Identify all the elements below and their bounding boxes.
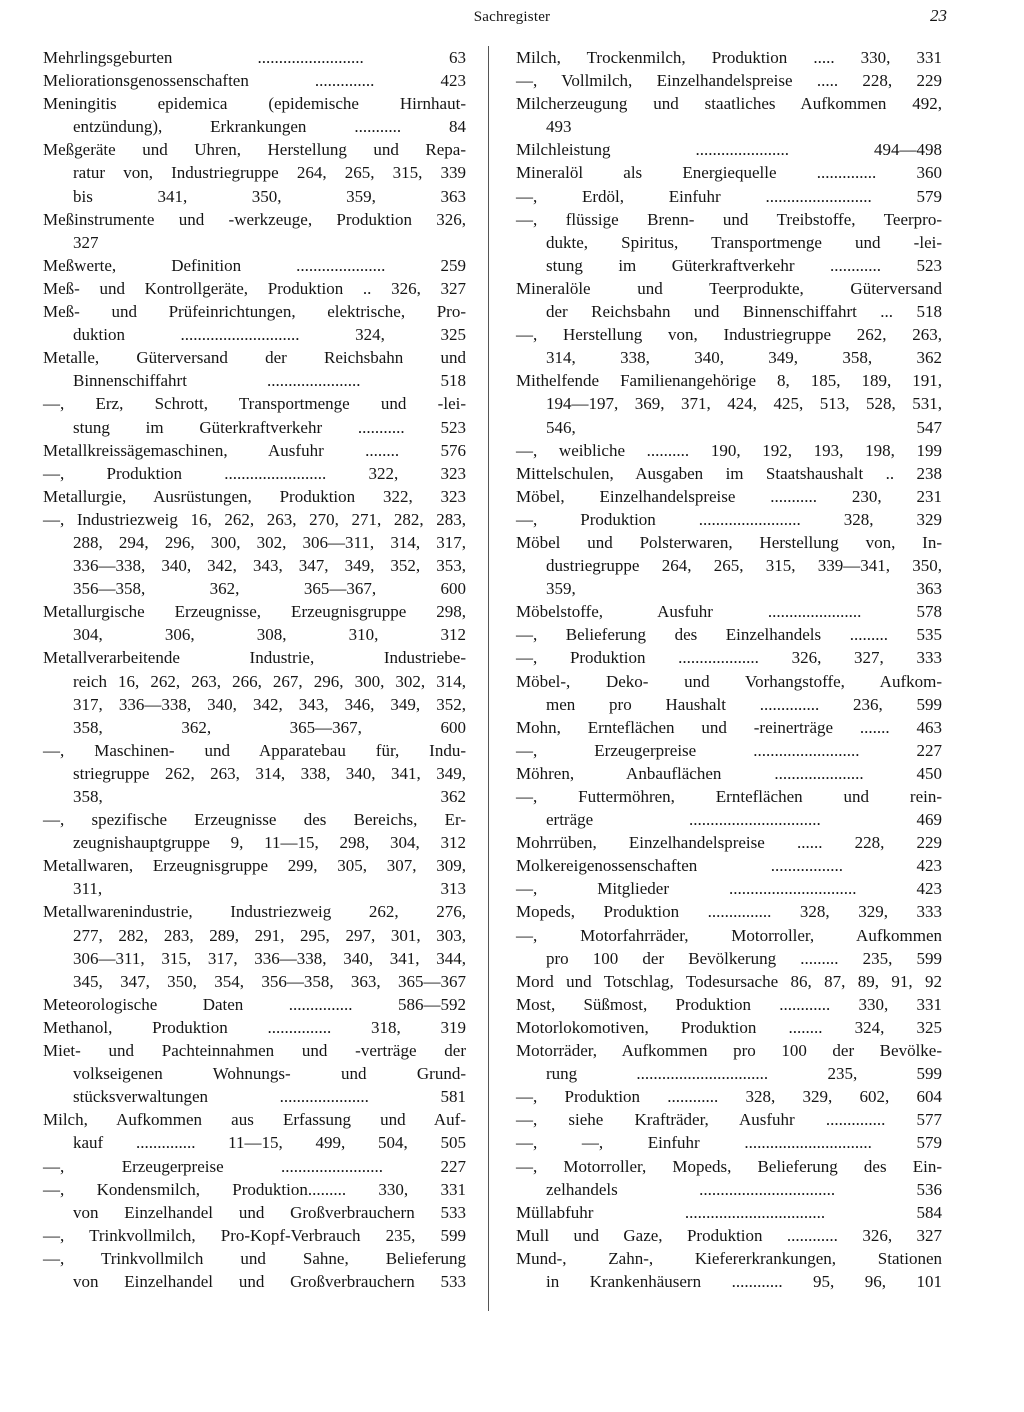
index-entry-line: Molkereigenossenschaften ................. 423 — [516, 856, 942, 876]
index-entry — [43, 854, 466, 900]
index-entry-line: stücksverwaltungen ..................... 581 — [73, 1087, 466, 1107]
index-entry-line: —, Kondensmilch, Produktion......... 330, 331 — [43, 1179, 466, 1199]
index-entry-line: Meßwerte, Definition ..................... 259 — [43, 255, 466, 275]
index-entry-line: Mithelfende Familienangehörige 8, 185, 189, 191, — [516, 371, 942, 391]
index-entry — [43, 1247, 466, 1293]
index-entry — [43, 462, 466, 485]
index-entry-line: Metallkreissägemaschinen, Ausfuhr ........ 576 — [43, 440, 466, 460]
index-entry-line: 358, 362, 365—367, 600 — [73, 717, 466, 737]
index-entry-line: 311, 313 — [73, 879, 466, 899]
index-entry — [43, 92, 466, 138]
index-entry-line: —, Maschinen- und Apparatebau für, Indu- — [43, 740, 466, 760]
index-entry-line: —, Herstellung von, Industriegruppe 262, 263, — [516, 325, 942, 345]
index-entry — [516, 785, 942, 831]
index-entry-line: —, Produktion ................... 326, 327, 333 — [516, 648, 942, 668]
index-entry-line: —, —, Einfuhr .............................. 579 — [516, 1133, 942, 1153]
index-entry — [516, 485, 942, 508]
index-entry-line: Möbelstoffe, Ausfuhr ...................... 578 — [516, 602, 942, 622]
index-entry-line: —, Belieferung des Einzelhandels ......... 535 — [516, 625, 942, 645]
index-entry — [516, 92, 942, 138]
index-entry-line: pro 100 der Bevölkerung ......... 235, 599 — [546, 948, 942, 968]
index-entry-line: Müllabfuhr ................................. 584 — [516, 1202, 942, 1222]
page-header-title: Sachregister — [473, 9, 551, 25]
page-number: 23 — [930, 6, 947, 25]
index-entry-line: Methanol, Produktion ............... 318, 319 — [43, 1017, 466, 1037]
index-entry-line: 277, 282, 283, 289, 291, 295, 297, 301, 303, — [73, 925, 466, 945]
index-entry-line: Meliorationsgenossenschaften .............. 423 — [43, 71, 466, 91]
index-entry — [43, 138, 466, 207]
index-entry — [43, 1224, 466, 1247]
index-entry-line: Milch, Trockenmilch, Produktion ..... 330, 331 — [516, 48, 942, 67]
index-entry — [43, 900, 466, 992]
index-entry-line: Meß- und Prüfeinrichtungen, elektrische, Pro- — [43, 302, 466, 322]
index-entry — [516, 1155, 942, 1201]
index-entry — [516, 462, 942, 485]
index-entry-line: —, Motorroller, Mopeds, Belieferung des Ein- — [516, 1156, 942, 1176]
index-entry-line: 317, 336—338, 340, 342, 343, 346, 349, 352, — [73, 694, 466, 714]
index-entry — [43, 1108, 466, 1154]
index-entry — [516, 1224, 942, 1247]
index-entry — [43, 1016, 466, 1039]
index-entry-line: Milcherzeugung und staatliches Aufkommen 492, — [516, 94, 942, 114]
index-entry-line: Meteorologische Daten ............... 586—592 — [43, 994, 466, 1014]
index-entry-line: Möbel, Einzelhandelspreise ........... 230, 231 — [516, 486, 942, 506]
index-entry-line: stung im Güterkraftverkehr ........... 523 — [73, 417, 466, 437]
index-entry — [43, 508, 466, 600]
index-entry-line: Mittelschulen, Ausgaben im Staatshaushalt .. 238 — [516, 463, 942, 483]
index-entry-line: duktion ............................ 324, 325 — [73, 325, 466, 345]
index-entry-line: 306—311, 315, 317, 336—338, 340, 341, 344, — [73, 948, 466, 968]
index-entry — [43, 346, 466, 392]
index-entry-line: 288, 294, 296, 300, 302, 306—311, 314, 317, — [73, 532, 466, 552]
index-entry — [516, 762, 942, 785]
index-entry-line: Mund-, Zahn-, Kiefererkrankungen, Stationen — [516, 1248, 942, 1268]
index-entry-line: men pro Haushalt .............. 236, 599 — [546, 694, 942, 714]
index-entry — [516, 46, 942, 69]
index-entry — [43, 485, 466, 508]
index-entry — [43, 1178, 466, 1224]
index-entry-line: 493 — [546, 117, 572, 137]
index-entry-line: 345, 347, 350, 354, 356—358, 363, 365—367 — [73, 971, 466, 991]
index-entry-line: Milch, Aufkommen aus Erfassung und Auf- — [43, 1110, 466, 1130]
index-entry-line: —, Erdöl, Einfuhr ......................... 579 — [516, 186, 942, 206]
index-entry-line: —, siehe Krafträder, Ausfuhr .............. 577 — [516, 1110, 942, 1130]
index-entry — [516, 1085, 942, 1108]
index-entry — [43, 300, 466, 346]
index-entry-line: Metallwarenindustrie, Industriezweig 262, 276, — [43, 902, 466, 922]
index-entry-line: Most, Süßmost, Produktion ............ 330, 331 — [516, 994, 942, 1014]
index-entry-line: Mull und Gaze, Produktion ............ 326, 327 — [516, 1225, 942, 1245]
index-entry-line: Motorlokomotiven, Produktion ........ 324, 325 — [516, 1017, 942, 1037]
index-entry — [516, 161, 942, 184]
index-entry-line: Mineralöl als Energiequelle .............. 360 — [516, 163, 942, 183]
index-entry-line: —, Erzeugerpreise ........................ 227 — [43, 1156, 466, 1176]
index-entry — [516, 1201, 942, 1224]
index-entry-line: von Einzelhandel und Großverbrauchern 533 — [73, 1202, 466, 1222]
index-entry-line: Meßinstrumente und -werkzeuge, Produktion 326, — [43, 209, 466, 229]
index-entry-line: entzündung), Erkrankungen ........... 84 — [73, 117, 466, 137]
index-entry-line: Mohn, Ernteflächen und -reinerträge ....... 463 — [516, 717, 942, 737]
index-entry-line: 356—358, 362, 365—367, 600 — [73, 579, 466, 599]
index-entry-line: Möhren, Anbauflächen ..................... 450 — [516, 763, 942, 783]
index-entry — [43, 600, 466, 646]
index-entry — [516, 1131, 942, 1154]
index-entry-line: —, weibliche .......... 190, 192, 193, 198, 199 — [516, 440, 942, 460]
index-entry — [516, 439, 942, 462]
index-entry-line: Binnenschiffahrt ...................... 518 — [73, 371, 466, 391]
index-entry-line: —, flüssige Brenn- und Treibstoffe, Teerpro- — [516, 209, 942, 229]
index-entry-line: Milchleistung ...................... 494—498 — [516, 140, 942, 160]
index-entry-line: rung ............................... 235, 599 — [546, 1064, 942, 1084]
index-entry — [43, 808, 466, 854]
index-entry-line: erträge ............................... 469 — [546, 810, 942, 830]
index-entry — [516, 1016, 942, 1039]
index-entry-line: 359, 363 — [546, 579, 942, 599]
column-divider — [488, 46, 489, 1311]
index-entry-line: —, Produktion ........................ 322, 323 — [43, 463, 466, 483]
index-entry-line: —, Mitglieder .............................. 423 — [516, 879, 942, 899]
index-entry-line: 336—338, 340, 342, 343, 347, 349, 352, 353, — [73, 556, 466, 576]
index-entry — [516, 993, 942, 1016]
index-entry — [516, 623, 942, 646]
index-entry-line: in Krankenhäusern ............ 95, 96, 101 — [546, 1271, 942, 1291]
index-entry — [516, 600, 942, 623]
index-entry-line: Meßgeräte und Uhren, Herstellung und Repa- — [43, 140, 466, 160]
index-entry — [43, 439, 466, 462]
index-entry — [516, 508, 942, 531]
index-entry-line: —, Trinkvollmilch, Pro-Kopf-Verbrauch 235, 599 — [43, 1225, 466, 1245]
index-entry-line: Mineralöle und Teerprodukte, Güterversand — [516, 278, 942, 298]
index-entry-line: Mord und Totschlag, Todesursache 86, 87, 89, 91, 92 — [516, 971, 942, 991]
index-entry-line: kauf .............. 11—15, 499, 504, 505 — [73, 1133, 466, 1153]
index-entry-line: Möbel-, Deko- und Vorhangstoffe, Aufkom- — [516, 671, 942, 691]
index-entry-line: dukte, Spiritus, Transportmenge und -lei- — [546, 232, 942, 252]
index-entry — [43, 646, 466, 738]
index-entry-line: 304, 306, 308, 310, 312 — [73, 625, 466, 645]
index-entry-line: —, Futtermöhren, Ernteflächen und rein- — [516, 787, 942, 806]
index-entry-line: —, Industriezweig 16, 262, 263, 270, 271, 282, 283, — [43, 509, 466, 529]
index-entry — [516, 877, 942, 900]
index-entry — [516, 138, 942, 161]
index-entry-line: volkseigenen Wohnungs- und Grund- — [73, 1064, 466, 1084]
index-entry — [516, 854, 942, 877]
index-entry — [516, 1108, 942, 1131]
index-entry-line: 358, 362 — [73, 787, 466, 806]
index-entry-line: Metallwaren, Erzeugnisgruppe 299, 305, 307, 309, — [43, 856, 466, 876]
index-entry — [516, 369, 942, 438]
index-entry-line: Mehrlingsgeburten ......................... 63 — [43, 48, 466, 67]
index-entry-line: striegruppe 262, 263, 314, 338, 340, 341, 349, — [73, 763, 466, 783]
index-column-right — [516, 46, 942, 1293]
index-entry-line: Miet- und Pachteinnahmen und -verträge der — [43, 1041, 466, 1061]
index-entry — [43, 208, 466, 254]
index-entry-line: zelhandels ................................ 536 — [546, 1179, 942, 1199]
index-entry — [43, 993, 466, 1016]
index-entry — [516, 900, 942, 923]
index-entry-line: —, Produktion ........................ 328, 329 — [516, 509, 942, 529]
index-entry — [516, 970, 942, 993]
index-entry — [516, 646, 942, 669]
index-entry — [43, 392, 466, 438]
index-entry — [516, 831, 942, 854]
index-entry-line: Motorräder, Aufkommen pro 100 der Bevölke- — [516, 1041, 942, 1061]
index-entry — [43, 1155, 466, 1178]
index-entry-line: reich 16, 262, 263, 266, 267, 296, 300, 302, 314, — [73, 671, 466, 691]
index-entry-line: Meß- und Kontrollgeräte, Produktion .. 326, 327 — [43, 278, 466, 298]
index-entry-line: Metallurgische Erzeugnisse, Erzeugnisgruppe 298, — [43, 602, 466, 622]
index-entry — [516, 739, 942, 762]
index-entry-line: —, Vollmilch, Einzelhandelspreise ..... 228, 229 — [516, 71, 942, 91]
index-entry-line: 546, 547 — [546, 417, 942, 437]
index-column-left — [43, 46, 466, 1293]
index-entry — [516, 531, 942, 600]
index-entry-line: —, Motorfahrräder, Motorroller, Aufkommen — [516, 925, 942, 945]
index-entry — [43, 46, 466, 69]
index-entry-line: Mopeds, Produktion ............... 328, 329, 333 — [516, 902, 942, 922]
index-entry-line: 327 — [73, 232, 99, 252]
index-entry — [516, 277, 942, 323]
index-entry — [516, 185, 942, 208]
index-entry — [516, 670, 942, 716]
index-entry — [43, 277, 466, 300]
index-entry-line: —, Trinkvollmilch und Sahne, Belieferung — [43, 1248, 466, 1268]
index-entry-line: von Einzelhandel und Großverbrauchern 533 — [73, 1271, 466, 1291]
index-entry-line: Metalle, Güterversand der Reichsbahn und — [43, 348, 466, 368]
index-entry — [516, 716, 942, 739]
index-entry — [516, 924, 942, 970]
index-entry-line: —, Erz, Schrott, Transportmenge und -lei- — [43, 394, 466, 414]
index-entry-line: stung im Güterkraftverkehr ............ 523 — [546, 255, 942, 275]
index-entry-line: —, Produktion ............ 328, 329, 602, 604 — [516, 1087, 942, 1107]
index-entry — [43, 1039, 466, 1108]
index-entry-line: zeugnishauptgruppe 9, 11—15, 298, 304, 312 — [73, 833, 466, 853]
index-entry-line: bis 341, 350, 359, 363 — [73, 186, 466, 206]
index-entry-line: Metallurgie, Ausrüstungen, Produktion 322, 323 — [43, 486, 466, 506]
index-entry — [43, 739, 466, 808]
index-entry-line: Mohrrüben, Einzelhandelspreise ...... 228, 229 — [516, 833, 942, 853]
index-entry-line: Möbel und Polsterwaren, Herstellung von, In- — [516, 532, 942, 552]
index-entry — [516, 69, 942, 92]
index-entry-line: 314, 338, 340, 349, 358, 362 — [546, 348, 942, 368]
index-entry-line: —, Erzeugerpreise ......................... 227 — [516, 740, 942, 760]
index-entry-line: Metallverarbeitende Industrie, Industriebe- — [43, 648, 466, 668]
index-entry — [516, 1247, 942, 1293]
index-entry-line: —, spezifische Erzeugnisse des Bereichs, Er- — [43, 810, 466, 830]
index-entry — [516, 208, 942, 277]
index-entry-line: ratur von, Industriegruppe 264, 265, 315, 339 — [73, 163, 466, 183]
index-entry-line: Meningitis epidemica (epidemische Hirnhaut- — [43, 94, 466, 114]
index-entry — [43, 254, 466, 277]
index-entry — [516, 1039, 942, 1085]
index-entry-line: 194—197, 369, 371, 424, 425, 513, 528, 531, — [546, 394, 942, 414]
index-entry-line: dustriegruppe 264, 265, 315, 339—341, 350, — [546, 556, 942, 576]
index-entry — [516, 323, 942, 369]
index-entry-line: der Reichsbahn und Binnenschiffahrt ... 518 — [546, 302, 942, 322]
index-entry — [43, 69, 466, 92]
